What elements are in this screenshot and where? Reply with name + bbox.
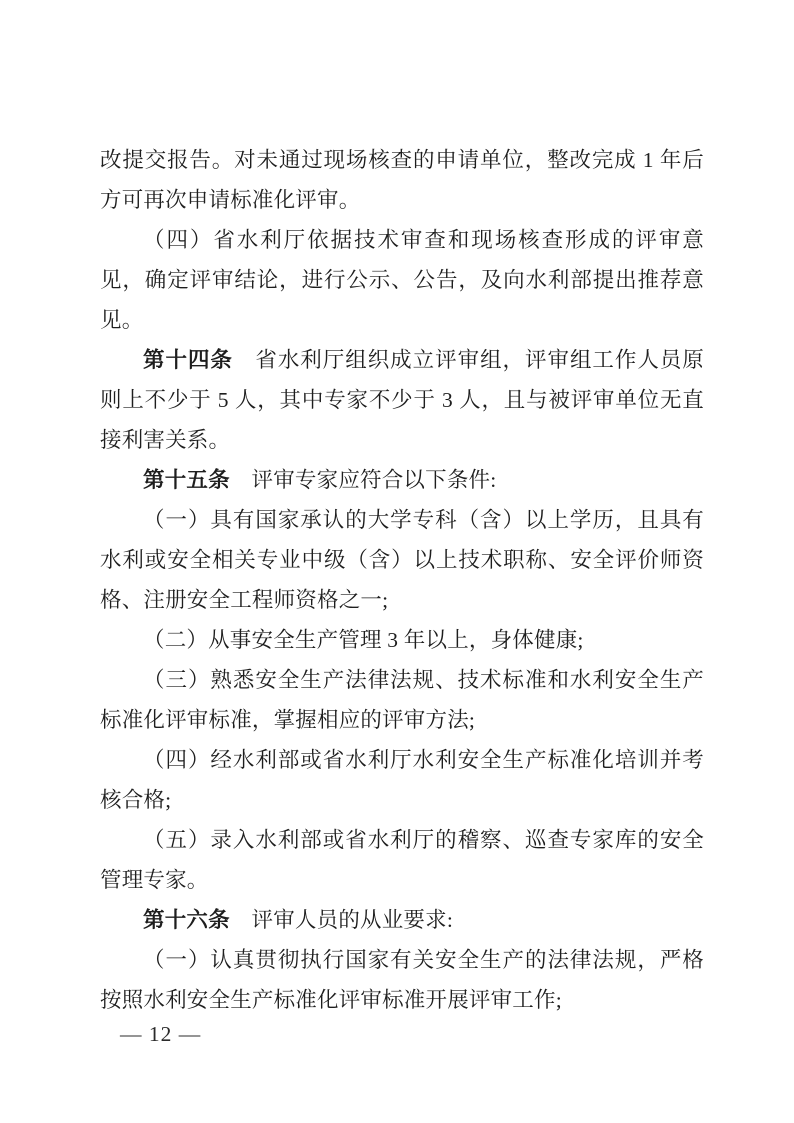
paragraph-text: 评审人员的从业要求: <box>229 908 453 932</box>
paragraph <box>100 820 704 900</box>
article-number: 第十六条 <box>143 908 230 932</box>
paragraph <box>100 140 704 220</box>
paragraph-text: 评审专家应符合以下条件: <box>229 468 497 492</box>
document-body <box>100 140 704 1020</box>
page-number: — 12 — <box>120 1022 202 1046</box>
paragraph-text: （三）熟悉安全生产法律法规、技术标准和水利安全生产标准化评审标准，掌握相应的评审方法; <box>100 668 704 732</box>
paragraph-text: （一）具有国家承认的大学专科（含）以上学历，且具有水利或安全相关专业中级（含）以上技术职称、安全评价师资格、注册安全工程师资格之一; <box>100 508 704 612</box>
paragraph <box>100 220 704 340</box>
paragraph <box>100 500 704 620</box>
paragraph <box>100 660 704 740</box>
paragraph-text: （四）省水利厅依据技术审查和现场核查形成的评审意见，确定评审结论，进行公示、公告，及向水利部提出推荐意见。 <box>100 228 704 332</box>
paragraph-text: （四）经水利部或省水利厅水利安全生产标准化培训并考核合格; <box>100 748 704 812</box>
paragraph <box>100 740 704 820</box>
article-number: 第十五条 <box>143 468 230 492</box>
article-number: 第十四条 <box>143 348 233 372</box>
paragraph <box>100 940 704 1020</box>
paragraph-article-16 <box>100 900 704 940</box>
paragraph-text: 改提交报告。对未通过现场核查的申请单位，整改完成 1 年后方可再次申请标准化评审。 <box>100 148 704 212</box>
paragraph <box>100 620 704 660</box>
paragraph-text: 省水利厅组织成立评审组，评审组工作人员原则上不少于 5 人，其中专家不少于 3 人，且与被评审单位无直接利害关系。 <box>100 348 704 452</box>
paragraph-article-15 <box>100 460 704 500</box>
paragraph-text: （一）认真贯彻执行国家有关安全生产的法律法规，严格按照水利安全生产标准化评审标准开展评审工作; <box>100 948 704 1012</box>
paragraph-article-14 <box>100 340 704 460</box>
paragraph-text: （二）从事安全生产管理 3 年以上，身体健康; <box>143 628 584 652</box>
paragraph-text: （五）录入水利部或省水利厅的稽察、巡查专家库的安全管理专家。 <box>100 828 704 892</box>
